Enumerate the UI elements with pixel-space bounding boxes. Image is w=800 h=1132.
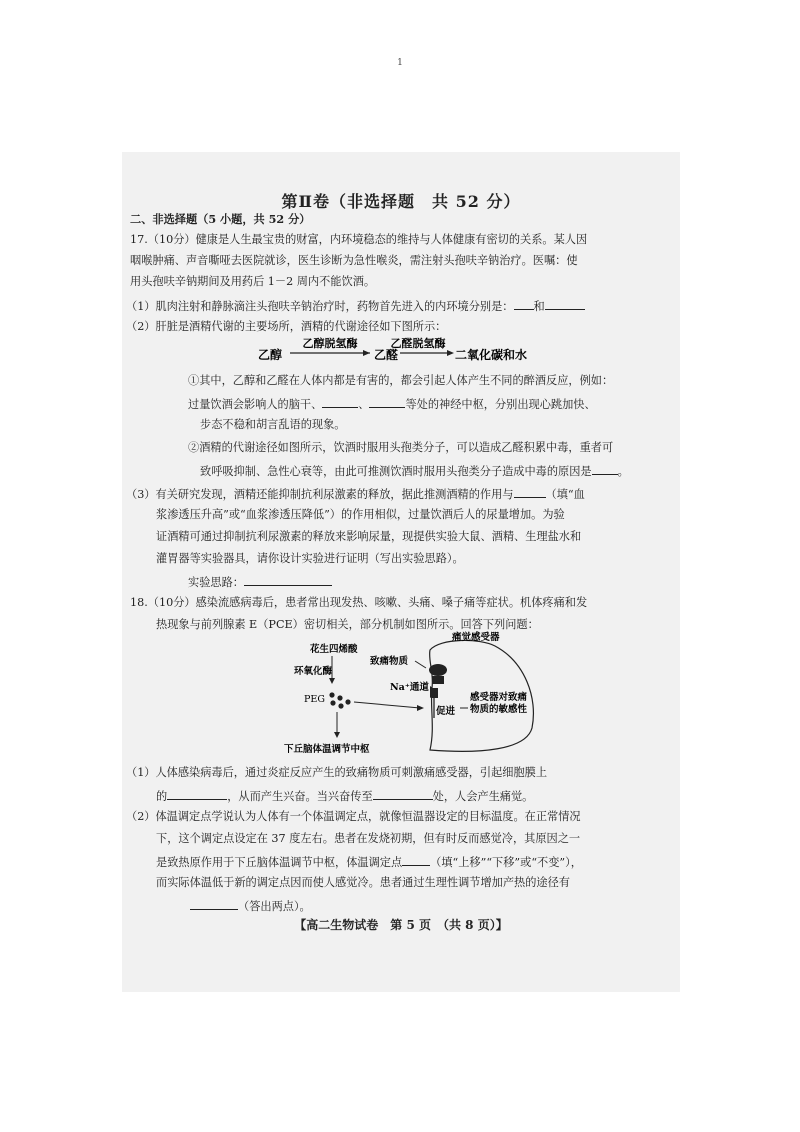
answer-blank[interactable]: [167, 788, 227, 800]
q17-part-3-line-4: 灌胃器等实验器具，请你设计实验进行证明（写出实验思路）。: [156, 552, 464, 565]
pain-substance-pointer: [415, 661, 426, 668]
arrowhead-acid-to-peg: [329, 678, 335, 684]
peg-molecule: [345, 699, 350, 704]
q17-part-2: （2）肝脏是酒精代谢的主要场所，酒精的代谢途径如下图所示：: [126, 320, 447, 333]
q17-line-3: 用头孢呋辛钠期间及用药后 1－2 周内不能饮酒。: [130, 275, 376, 288]
page-number: 1: [397, 58, 403, 68]
q18-part-2-text-a: 是致热原作用于下丘脑体温调节中枢，体温调定点: [156, 856, 403, 869]
q17-line-2: 咽喉肿痛、声音嘶哑去医院就诊，医生诊断为急性喉炎，需注射头孢呋辛钠治疗。医嘱：使: [130, 254, 578, 267]
pain-substance-label: 致痛物质: [370, 656, 409, 667]
page-title: 第Ⅱ卷（非选择题 共 52 分）: [281, 192, 521, 211]
q18-part-1-line-2: [156, 788, 533, 804]
q17-sub-1-line-1: ①其中，乙醇和乙醛在人体内都是有害的，都会引起人体产生不同的醉酒反应，例如：: [188, 374, 614, 387]
answer-blank[interactable]: [514, 486, 546, 498]
pain-receptor-label: 痛觉感受器: [452, 632, 500, 643]
q17-part-3-text-a: （3）有关研究发现，酒精还能抑制抗利尿激素的释放，据此推测酒精的作用与: [126, 488, 514, 501]
q17-sub-1-line-2: [188, 396, 596, 412]
q18-part-1-text-a: 的: [156, 790, 168, 803]
peg-molecule: [329, 692, 334, 697]
peg-molecule: [337, 695, 342, 700]
q18-part-2-line-1: （2）体温调定点学说认为人体有一个体温调定点，就像恒温器设定的目标温度。在正常情况: [126, 810, 581, 823]
cyclooxygenase-label: 环氧化酶: [294, 666, 333, 677]
answer-blank[interactable]: [402, 854, 430, 866]
q17-sub-1-text-b: 、: [358, 398, 370, 411]
q17-part-3-text-b: （填“血: [545, 488, 585, 501]
pathway-arrowhead-2: [447, 350, 454, 356]
q18-part-2-line-5: [190, 898, 311, 914]
receptor-protein-base-icon: [432, 676, 444, 684]
page-footer: 【高二生物试卷 第 5 页 （共 8 页）】: [294, 918, 508, 932]
q17-part-1-and: 和: [533, 300, 545, 313]
enzyme-1-label: 乙醇脱氢酶: [302, 337, 358, 350]
q17-sub-2-line-2: 致呼吸抑制、急性心衰等，由此可推测饮酒时服用头孢类分子造成中毒的原因是 。: [200, 465, 629, 478]
section-heading: 二、非选择题（5 小题，共 52 分）: [130, 212, 311, 226]
q18-line-2: 热现象与前列腺素 E（PCE）密切相关，部分机制如图所示。回答下列问题：: [156, 618, 539, 631]
hypothalamus-label: 下丘脑体温调节中枢: [284, 744, 370, 755]
q17-part-1-text: （1）肌肉注射和静脉滴注头孢呋辛钠治疗时，药物首先进入的内环境分别是：: [126, 300, 514, 313]
products-label: 二氧化碳和水: [455, 348, 528, 362]
sensitivity-label-line-2: 物质的敏感性: [470, 704, 528, 715]
q18-part-2-text-b: （填“上移”“下移”或“不变”），: [430, 856, 582, 869]
na-channel-body-icon: [432, 688, 438, 698]
q18-part-2-line-2: 下，这个调定点设定在 37 度左右。患者在发烧初期，但有时反而感觉冷，其原因之一: [156, 832, 581, 845]
q17-sub-2-text: 致呼吸抑制、急性心衰等，由此可推测饮酒时服用头孢类分子造成中毒的原因是: [200, 465, 592, 478]
q17-sub-1-text-c: 等处的神经中枢，分别出现心跳加快、: [405, 398, 596, 411]
enzyme-2-label: 乙醛脱氢酶: [390, 337, 446, 350]
ethanol-label: 乙醇: [258, 348, 283, 362]
q17-part-3-line-1: [126, 486, 585, 502]
q17-part-3-line-5: [188, 574, 332, 590]
q17-sub-1-line-3: 步态不稳和胡言乱语的现象。: [200, 418, 346, 431]
acetaldehyde-label: 乙醛: [374, 348, 399, 362]
q18-part-1-line-1: （1）人体感染病毒后，通过炎症反应产生的致痛物质可刺激痛感受器，引起细胞膜上: [126, 766, 548, 779]
alcohol-metabolism-pathway: [250, 335, 580, 365]
na-channel-label: Na⁺通道: [390, 682, 429, 693]
q18-part-1-text-c: 处，人会产生痛觉。: [432, 790, 534, 803]
q18-part-2-text-c: （答出两点）。: [238, 900, 311, 913]
answer-blank[interactable]: [514, 298, 534, 310]
peg-molecule: [338, 703, 343, 708]
q17-sub-2-line-1: ②酒精的代谢途径如图所示，饮酒时服用头孢类分子，可以造成乙醛积累中毒，重者可: [188, 441, 614, 454]
q17-part-3-line-2: 浆渗透压升高”或“血浆渗透压降低”）的作用相似，过量饮酒后人的尿量增加。为验: [156, 508, 565, 521]
answer-blank[interactable]: [373, 788, 433, 800]
answer-blank[interactable]: [592, 463, 618, 475]
q18-part-2-line-3: [156, 854, 582, 870]
pge-mechanism-diagram: [280, 628, 560, 760]
answer-blank[interactable]: [190, 898, 238, 910]
peg-label: PEG: [304, 694, 325, 705]
arrow-peg-to-receptor: [354, 702, 420, 708]
q18-part-1-text-b: ，从而产生兴奋。当兴奋传至: [227, 790, 373, 803]
pathway-arrowhead-1: [363, 350, 370, 356]
q17-sub-1-text-a: 过量饮酒会影响人的脑干、: [188, 398, 323, 411]
arachidonic-acid-label: 花生四烯酸: [310, 644, 358, 655]
peg-molecule: [330, 700, 335, 705]
answer-blank[interactable]: [545, 298, 585, 310]
arrowhead-peg-to-receptor: [417, 705, 424, 711]
arrowhead-peg-to-hypothalamus: [334, 732, 340, 738]
q17-part-1: [126, 298, 585, 314]
receptor-protein-icon: [429, 664, 447, 676]
q18-line-1: 18.（10分）感染流感病毒后，患者常出现发热、咳嗽、头痛、嗓子痛等症状。机体疼痛和发: [130, 596, 588, 609]
experiment-idea-label: 实验思路：: [188, 576, 244, 589]
q17-part-3-line-3: 证酒精可通过抑制抗利尿激素的释放来影响尿量，现提供实验大鼠、酒精、生理盐水和: [156, 530, 582, 543]
answer-blank[interactable]: [244, 574, 332, 586]
sensitivity-label-line-1: 感受器对致痛: [470, 692, 528, 703]
q17-line-1: 17.（10分）健康是人生最宝贵的财富，内环境稳态的维持与人体健康有密切的关系。某人因: [130, 233, 588, 246]
promote-label: 促进: [436, 706, 456, 717]
answer-blank[interactable]: [322, 396, 358, 408]
q18-part-2-line-4: 而实际体温低于新的调定点因而使人感觉冷。患者通过生理性调节增加产热的途径有: [156, 876, 570, 889]
answer-blank[interactable]: [369, 396, 405, 408]
